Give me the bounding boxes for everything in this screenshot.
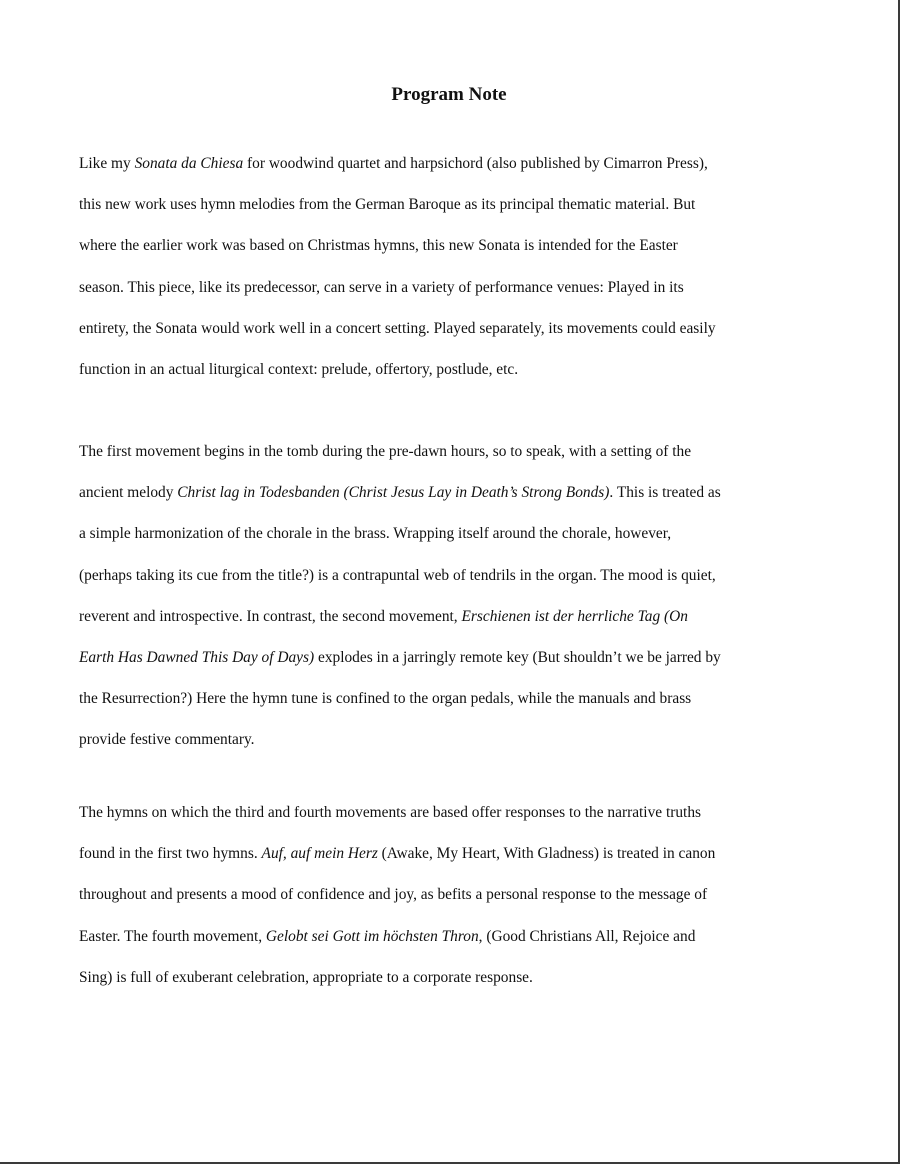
text-run: (perhaps taking its cue from the title?) is a contrapuntal web of tendrils in the organ. The mood is quiet,: [79, 566, 716, 584]
paragraph-line: [79, 143, 839, 184]
text-run: (Awake, My Heart, With Gladness) is treated in canon: [377, 845, 716, 863]
paragraph-line: [79, 874, 839, 915]
text-run: a simple harmonization of the chorale in the brass. Wrapping itself around the chorale, however,: [79, 525, 672, 543]
paragraph-line: [79, 225, 839, 266]
text-run: found in the first two hymns.: [79, 845, 262, 863]
text-run: entirety, the Sonata would work well in a concert setting. Played separately, its movements could easily: [79, 319, 716, 337]
paragraph-line: [79, 916, 839, 957]
text-run: , (Good Christians All, Rejoice and: [478, 927, 696, 945]
paragraph-line: [79, 637, 839, 678]
text-run: explodes in a jarringly remote key (But shouldn’t we be jarred by: [314, 649, 721, 667]
italic-title: Sonata da Chiesa: [134, 155, 244, 172]
text-run: Sing) is full of exuberant celebration, appropriate to a corporate response.: [79, 968, 533, 986]
paragraph-line: [79, 184, 839, 225]
text-run: throughout and presents a mood of confidence and joy, as befits a personal response to the message of: [79, 886, 708, 904]
paragraph-line: [79, 472, 839, 513]
paragraph-line: [79, 678, 839, 719]
paragraph-line: [79, 833, 839, 874]
text-run: The hymns on which the third and fourth movements are based offer responses to the narrative truths: [79, 804, 702, 821]
text-run: Like my: [79, 155, 135, 172]
text-run: Easter. The fourth movement,: [79, 927, 266, 945]
italic-title: Erschienen ist der herrliche Tag (On: [461, 607, 688, 625]
paragraph-line: [79, 719, 839, 760]
italic-title: Auf, auf mein Herz: [261, 845, 378, 863]
paragraph-line: [79, 431, 839, 472]
italic-title: Christ lag in Todesbanden (Christ Jesus Lay in Death’s Strong Bonds): [177, 484, 610, 502]
italic-title: Gelobt sei Gott im höchsten Thron: [265, 927, 479, 945]
paragraph-line: [79, 596, 839, 637]
paragraph-3: [79, 792, 839, 998]
text-run: ancient melody: [79, 484, 178, 502]
paragraph-line: [79, 957, 839, 998]
text-run: function in an actual liturgical context: prelude, offertory, postlude, etc.: [79, 361, 519, 379]
text-run: reverent and introspective. In contrast, the second movement,: [79, 607, 462, 625]
text-run: The first movement begins in the tomb during the pre-dawn hours, so to speak, with a setting of the: [79, 443, 692, 460]
text-run: where the earlier work was based on Christmas hymns, this new Sonata is intended for the Easter: [79, 237, 678, 255]
paragraph-line: [79, 555, 839, 596]
paragraph-2: [79, 431, 839, 761]
text-run: provide festive commentary.: [79, 731, 255, 749]
text-run: . This is treated as: [609, 484, 721, 502]
text-run: for woodwind quartet and harpsichord (also published by Cimarron Press),: [243, 155, 708, 172]
paragraph-line: [79, 349, 839, 390]
page-title: Program Note: [391, 84, 507, 105]
text-run: this new work uses hymn melodies from the German Baroque as its principal thematic material. But: [79, 196, 696, 214]
text-run: season. This piece, like its predecessor, can serve in a variety of performance venues: Played in its: [79, 278, 684, 296]
paragraph-line: [79, 513, 839, 554]
paragraph-line: [79, 267, 839, 308]
paragraph-1: [79, 143, 839, 390]
paragraph-line: [79, 308, 839, 349]
paragraph-line: [79, 792, 839, 833]
text-run: the Resurrection?) Here the hymn tune is confined to the organ pedals, while the manuals and brass: [79, 690, 692, 708]
italic-title: Earth Has Dawned This Day of Days): [79, 649, 315, 667]
